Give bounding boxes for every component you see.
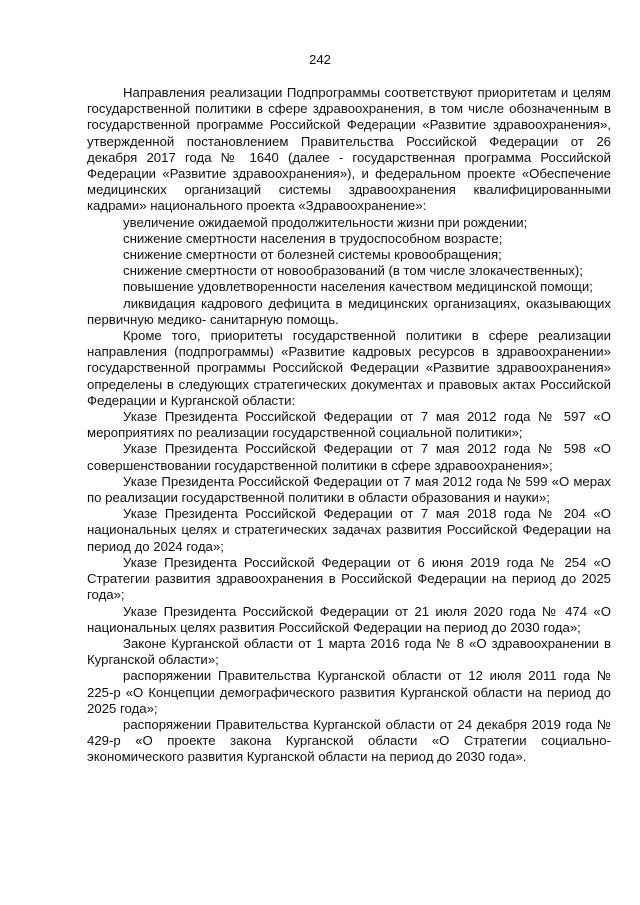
list-item-order-429r: распоряжении Правительства Курганской области от 24 декабря 2019 года № 429-р «О проекте закона Курганской области «О Стратегии социально-экономического развития Курганской области на период до 2030 года». <box>87 716 611 765</box>
list-item-circulatory-mortality: снижение смертности от болезней системы кровообращения; <box>123 247 502 263</box>
list-item-decree-598: Указе Президента Российской Федерации от 7 мая 2012 года № 598 «О совершенствовании государственной политики в сфере здравоохранения»; <box>87 441 611 473</box>
list-item-satisfaction: повышение удовлетворенности населения качеством медицинской помощи; <box>123 279 593 295</box>
list-item-working-age-mortality: снижение смертности населения в трудоспособном возрасте; <box>123 230 503 246</box>
document-body <box>87 85 611 766</box>
list-item-decree-599: Указе Президента Российской Федерации от 7 мая 2012 года № 599 «О мерах по реализации государственной политики в области образования и науки»; <box>87 473 611 506</box>
paragraph-priorities: Кроме того, приоритеты государственной политики в сфере реализации направления (подпрограммы) «Развитие кадровых ресурсов в здравоохранении» государственной программы Российской Федерации «Развитие здравоохранения» определены в следующих стратегических документах и правовых актах Российской Федерации и Курганской области: <box>87 328 611 408</box>
list-item-decree-474: Указе Президента Российской Федерации от 21 июля 2020 года № 474 «О национальных целях развития Российской Федерации на период до 2030 года»; <box>87 603 611 635</box>
list-item-decree-204: Указе Президента Российской Федерации от 7 мая 2018 года № 204 «О национальных целях и стратегических задачах развития Российской Федерации на период до 2024 года»; <box>87 506 611 554</box>
list-item-decree-597: Указе Президента Российской Федерации от 7 мая 2012 года № 597 «О мероприятиях по реализации государственной социальной политики»; <box>87 409 611 441</box>
page-number: 242 <box>308 52 331 67</box>
list-item-decree-254: Указе Президента Российской Федерации от 6 июня 2019 года № 254 «О Стратегии развития здравоохранения в Российской Федерации на период до 2025 года»; <box>87 554 611 603</box>
list-item-staff-deficit: ликвидация кадрового дефицита в медицинских организациях, оказывающих первичную медико- санитарную помощь. <box>87 295 611 327</box>
list-item-neoplasm-mortality: снижение смертности от новообразований (в том числе злокачественных); <box>123 263 583 279</box>
list-item-order-225r: распоряжении Правительства Курганской области от 12 июля 2011 года № 225-р «О Концепции демографического развития Курганской области на период до 2025 года»; <box>87 668 611 716</box>
list-item-law-8: Законе Курганской области от 1 марта 2016 года № 8 «О здравоохранении в Курганской области»; <box>87 635 611 668</box>
paragraph-intro: Направления реализации Подпрограммы соответствуют приоритетам и целям государственной политики в сфере здравоохранения, в том числе обозначенным в государственной программе Российской Федерации «Развитие здравоохранения», утвержденной постановлением Правительства Российской Федерации от 26 декабря 2017 года № 1640 (далее - государственная программа Российской Федерации «Развитие здравоохранения»), и федеральном проекте «Обеспечение медицинских организаций системы здравоохранения квалифицированными кадрами» национального проекта «Здравоохранение»: <box>87 85 611 214</box>
list-item-life-expectancy: увеличение ожидаемой продолжительности жизни при рождении; <box>123 214 528 230</box>
